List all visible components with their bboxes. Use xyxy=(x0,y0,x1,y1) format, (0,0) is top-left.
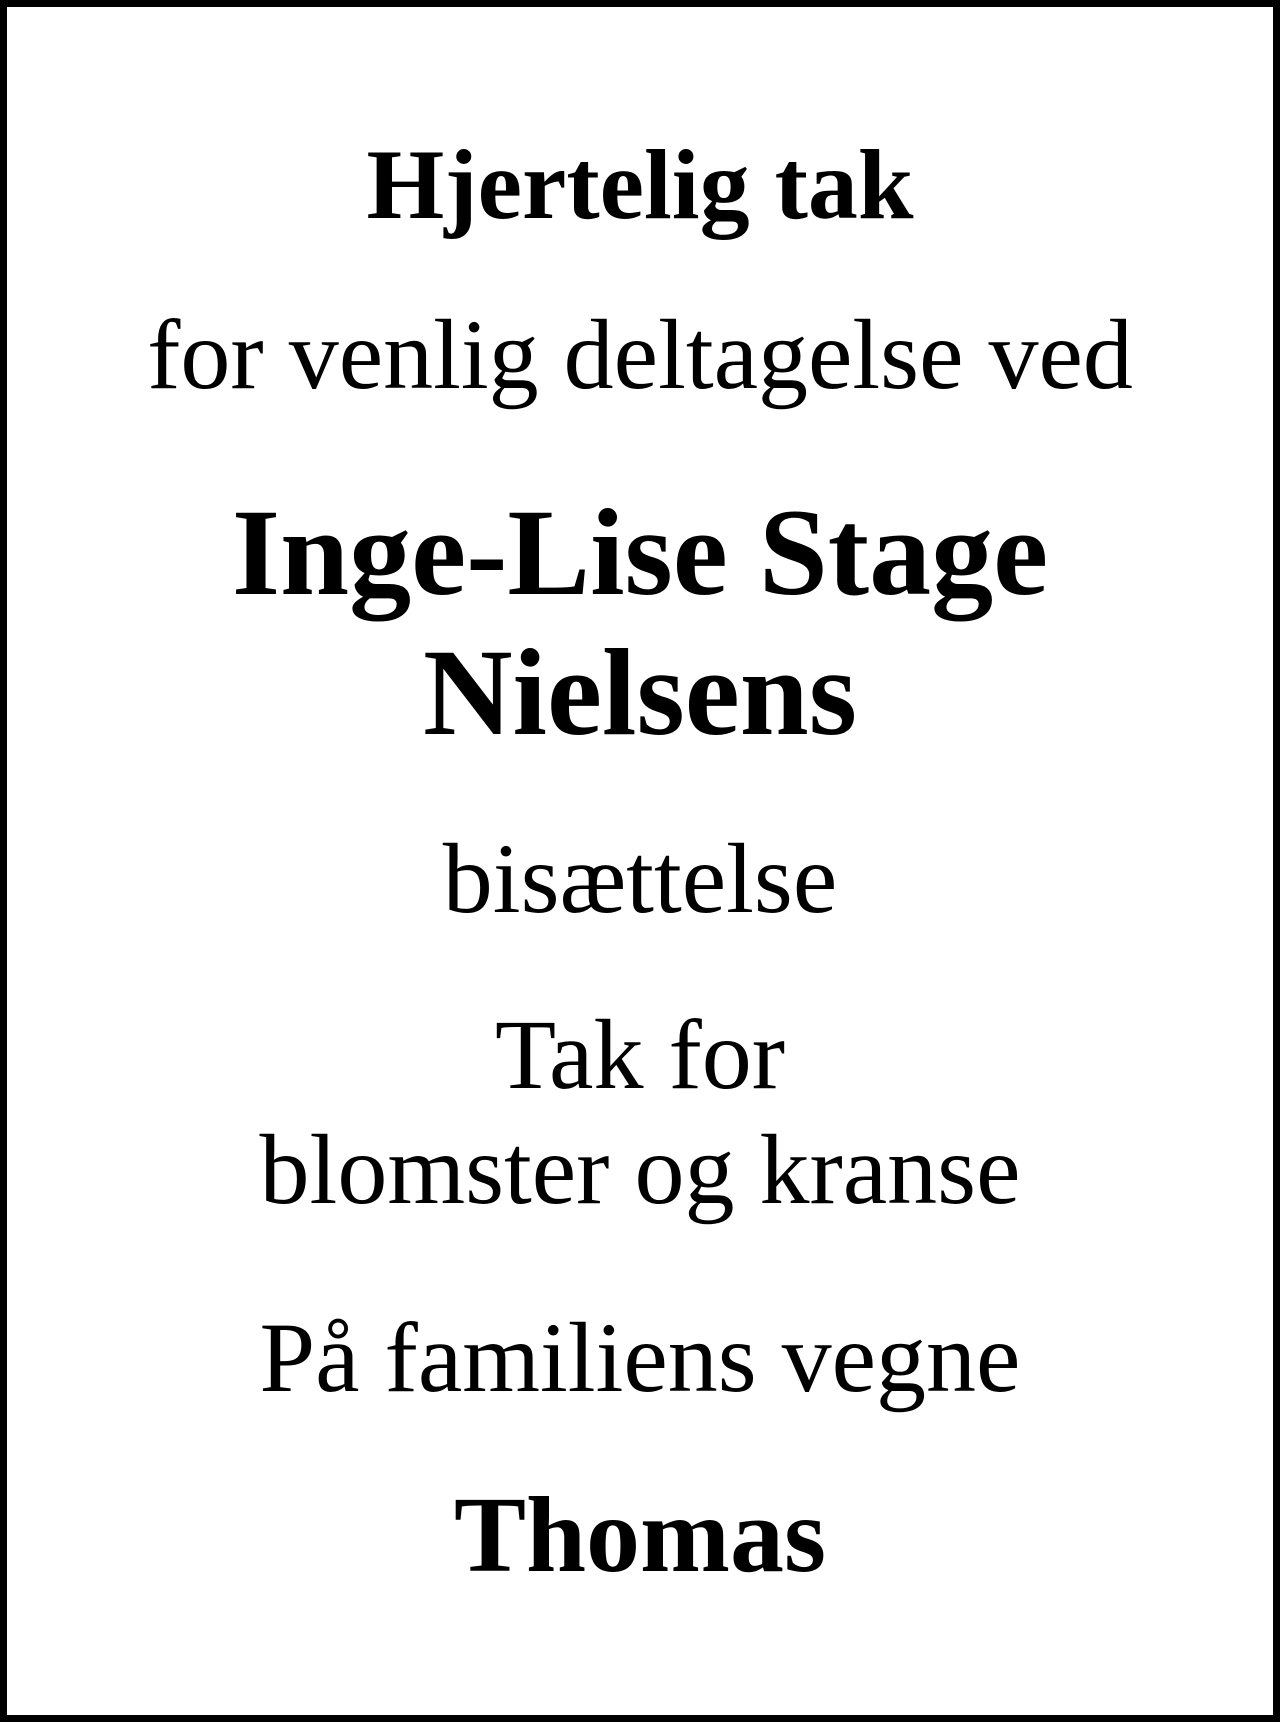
family-line: På familiens vegne xyxy=(259,1302,1021,1413)
occasion-text: bisættelse xyxy=(442,823,838,934)
flowers-thanks-line-1: Tak for xyxy=(494,999,786,1110)
deceased-name-line-2: Nielsens xyxy=(423,624,857,761)
notice-intro: for venlig deltagelse ved xyxy=(147,299,1133,410)
flowers-thanks-line-2: blomster og kranse xyxy=(259,1114,1021,1225)
notice-heading: Hjertelig tak xyxy=(366,129,914,240)
flowers-thanks xyxy=(7,997,1273,1227)
signature-name: Thomas xyxy=(453,1476,827,1595)
deceased-name-line-1: Inge-Lise Stage xyxy=(231,484,1049,621)
deceased-name xyxy=(7,483,1273,763)
